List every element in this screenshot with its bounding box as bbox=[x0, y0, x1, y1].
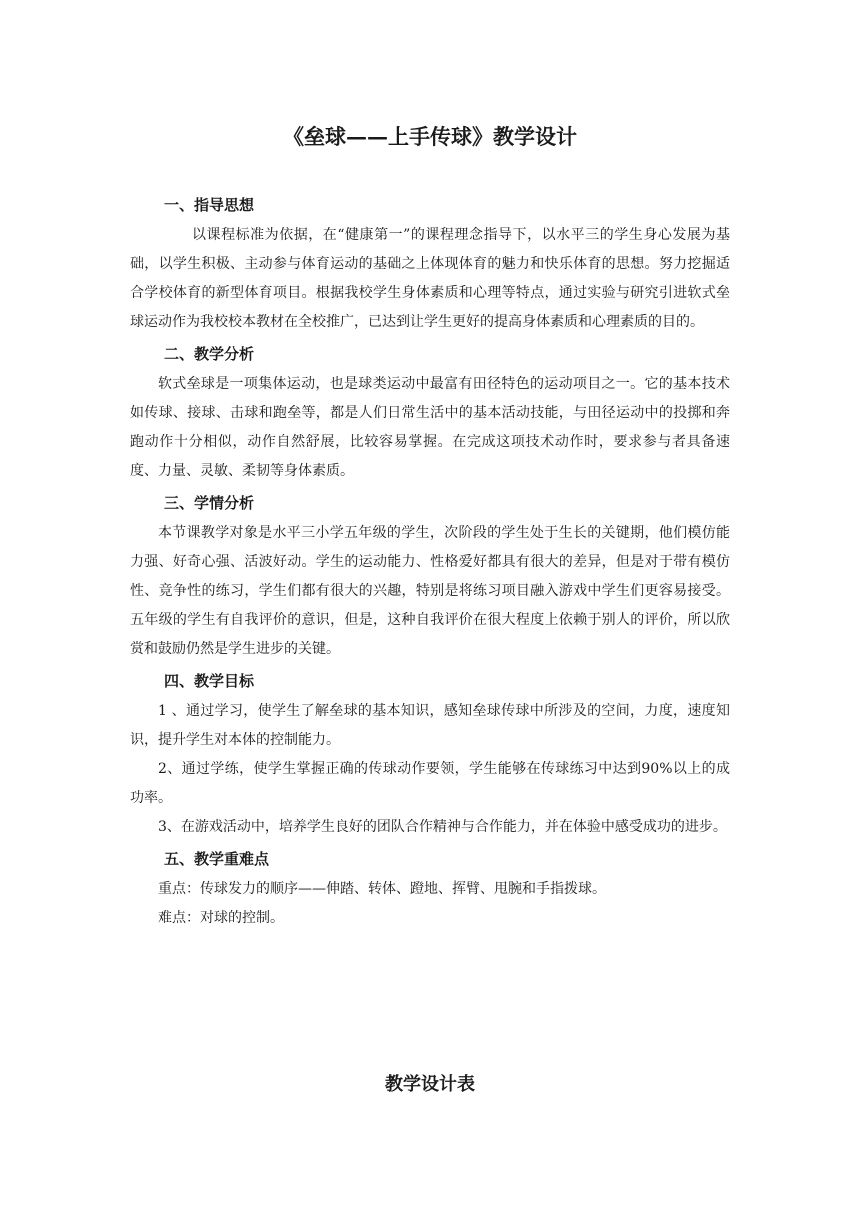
section-guiding-ideology bbox=[130, 190, 730, 337]
paragraph: 软式垒球是一项集体运动，也是球类运动中最富有田径特色的运动项目之一。它的基本技术如传球、接球、击球和跑垒等，都是人们日常生活中的基本活动技能，与田径运动中的投掷和奔跑动作十分相似，动作自然舒展，比较容易掌握。在完成这项技术动作时，要求参与者具备速度、力量、灵敏、柔韧等身体素质。 bbox=[130, 376, 730, 479]
section-teaching-objectives bbox=[130, 666, 730, 842]
section-heading: 三、学情分析 bbox=[164, 494, 255, 512]
section-heading: 一、指导思想 bbox=[164, 196, 255, 214]
section-heading: 五、教学重难点 bbox=[164, 850, 270, 868]
document-body bbox=[130, 188, 730, 933]
objective-item: 3、在游戏活动中，培养学生良好的团队合作精神与合作能力，并在体验中感受成功的进步。 bbox=[158, 819, 727, 835]
section-key-difficult-points bbox=[130, 844, 730, 933]
section-heading: 二、教学分析 bbox=[164, 345, 255, 363]
table-title: 教学设计表 bbox=[385, 1074, 475, 1095]
objective-item: 2、通过学练，使学生掌握正确的传球动作要领，学生能够在传球练习中达到90%以上的成功率。 bbox=[130, 761, 730, 806]
document-title: 《垒球——上手传球》教学设计 bbox=[283, 124, 577, 149]
paragraph: 本节课教学对象是水平三小学五年级的学生，次阶段的学生处于生长的关键期，他们模仿能力强、好奇心强、活波好动。学生的运动能力、性格爱好都具有很大的差异，但是对于带有模仿性、竞争性的练习，学生们都有很大的兴趣，特别是将练习项目融入游戏中学生们更容易接受。五年级的学生有自我评价的意识，但是，这种自我评价在很大程度上依赖于别人的评价，所以欣赏和鼓励仍然是学生进步的关键。 bbox=[130, 525, 730, 657]
key-point: 重点：传球发力的顺序——伸踏、转体、蹬地、挥臂、甩腕和手指拨球。 bbox=[158, 881, 606, 897]
section-heading: 四、教学目标 bbox=[164, 672, 255, 690]
objective-item: 1 、通过学习，使学生了解垒球的基本知识，感知垒球传球中所涉及的空间，力度，速度知识，提升学生对本体的控制能力。 bbox=[130, 703, 730, 748]
paragraph: 以课程标准为依据，在“健康第一”的课程理念指导下，以水平三的学生身心发展为基础，以学生积极、主动参与体育运动的基础之上体现体育的魅力和快乐体育的思想。努力挖掘适合学校体育的新型体育项目。根据我校学生身体素质和心理等特点，通过实验与研究引进软式垒球运动作为我校校本教材在全校推广，已达到让学生更好的提高身体素质和心理素质的目的。 bbox=[130, 227, 730, 330]
difficult-point: 难点：对球的控制。 bbox=[158, 910, 284, 926]
section-teaching-analysis bbox=[130, 339, 730, 486]
section-learner-analysis bbox=[130, 488, 730, 664]
